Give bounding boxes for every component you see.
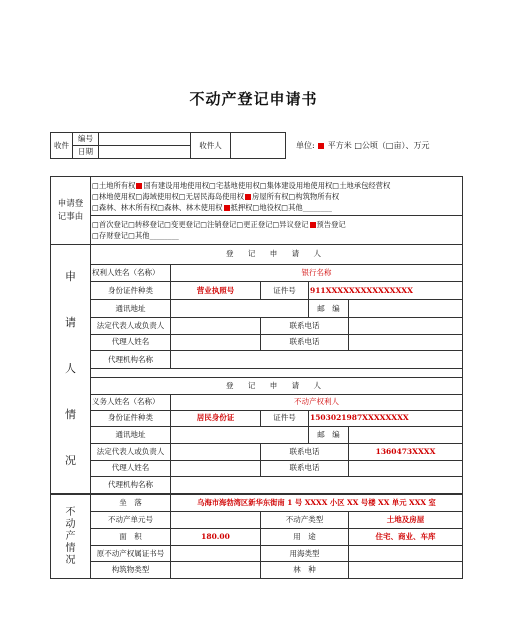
id-type-label: 身份证件种类 (91, 410, 171, 427)
agency-name-field[interactable] (171, 351, 463, 369)
forest-type-label: 林 种 (261, 562, 349, 579)
postcode-label: 邮 编 (309, 427, 349, 444)
postcode-field[interactable] (349, 300, 463, 318)
id-number-value[interactable]: 1503021987XXXXXXXX (309, 410, 463, 427)
phone-field[interactable] (349, 317, 463, 334)
registration-type-options[interactable] (91, 216, 463, 245)
legal-rep-label: 法定代表人或负责人 (91, 317, 171, 334)
usage-value[interactable]: 住宅、商业、车库 (349, 529, 463, 546)
checked-square-icon[interactable] (318, 143, 324, 149)
agent-phone-field[interactable] (349, 334, 463, 351)
option-line: □存财登记□其他________ (92, 231, 179, 240)
agent-name-field[interactable] (171, 334, 261, 351)
applicant-section-label: 申 请 人 情 况 (51, 245, 91, 494)
obligor-name-value[interactable]: 不动产权利人 (171, 394, 463, 410)
unit-option-hectare: □公顷（□亩）、万元 (354, 141, 430, 150)
phone-label: 联系电话 (261, 443, 349, 460)
legal-rep-field[interactable] (171, 317, 261, 334)
phone-label: 联系电话 (261, 317, 349, 334)
legal-rep-field[interactable] (171, 443, 261, 460)
receipt-left-label: 收件 (51, 133, 73, 159)
date-label: 日期 (73, 146, 99, 159)
structure-type-label: 构筑物类型 (91, 562, 171, 579)
address-field[interactable] (171, 427, 309, 444)
agent-name-label: 代理人姓名 (91, 460, 171, 477)
unit-option-sqm: 平方米 (327, 141, 352, 150)
id-number-label: 证件号 (261, 282, 309, 300)
receiver-field[interactable] (231, 133, 286, 159)
unit-number-label: 不动产单元号 (91, 512, 171, 529)
agent-phone-label: 联系电话 (261, 460, 349, 477)
registration-matter-label: 申请登记事由 (51, 177, 91, 245)
property-section-label: 不 动 产 情 况 (51, 495, 91, 579)
id-number-label: 证件号 (261, 410, 309, 427)
applicant2-heading: 登 记 申 请 人 (91, 378, 463, 395)
area-value[interactable]: 180.00 (171, 529, 261, 546)
option-line: □林地使用权□海域使用权□无居民海岛使用权 房屋所有权□构筑物所有权 (92, 191, 340, 201)
forest-type-field[interactable] (349, 562, 463, 579)
unit-selector (296, 140, 429, 151)
unit-label: 单位: (296, 141, 315, 150)
section-gap (91, 368, 463, 377)
id-type-value[interactable]: 营业执照号 (171, 282, 261, 300)
agent-name-label: 代理人姓名 (91, 334, 171, 351)
agency-name-field[interactable] (171, 477, 463, 494)
id-type-value[interactable]: 居民身份证 (171, 410, 261, 427)
id-type-label: 身份证件种类 (91, 282, 171, 300)
address-label: 通讯地址 (91, 427, 171, 444)
option-line: □土地所有权 国有建设用地使用权□宅基地使用权□集体建设用地使用权□土地承包经营权 (92, 180, 391, 190)
checked-square-icon[interactable] (224, 205, 230, 211)
page-title: 不动产登记申请书 (189, 90, 318, 108)
registration-matter-table (50, 176, 463, 245)
checked-square-icon[interactable] (310, 222, 316, 228)
agent-name-field[interactable] (171, 460, 261, 477)
agent-phone-field[interactable] (349, 460, 463, 477)
agent-phone-label: 联系电话 (261, 334, 349, 351)
property-type-label: 不动产类型 (261, 512, 349, 529)
option-line: □首次登记□转移登记□变更登记□注销登记□更正登记□异议登记 预告登记 (92, 220, 346, 229)
unit-number-field[interactable] (171, 512, 261, 529)
usage-label: 用 途 (261, 529, 349, 546)
postcode-field[interactable] (349, 427, 463, 444)
id-number-value[interactable]: 911XXXXXXXXXXXXXXX (309, 282, 463, 300)
number-field[interactable] (99, 133, 191, 146)
receipt-table (50, 132, 286, 159)
original-cert-field[interactable] (171, 546, 261, 562)
obligor-name-label: 义务人姓名（名称） (91, 394, 171, 410)
receiver-label: 收件人 (191, 133, 231, 159)
legal-rep-label: 法定代表人或负责人 (91, 443, 171, 460)
applicant1-heading: 登 记 申 请 人 (91, 245, 463, 265)
address-field[interactable] (171, 300, 309, 318)
right-holder-name-label: 权利人姓名（名称） (91, 264, 171, 282)
structure-type-field[interactable] (171, 562, 261, 579)
agency-name-label: 代理机构名称 (91, 477, 171, 494)
postcode-label: 邮 编 (309, 300, 349, 318)
location-value[interactable]: 乌海市海勃湾区新华东街南 1 号 XXXX 小区 XX 号楼 XX 单元 XXX 室 (171, 495, 463, 512)
sea-usage-label: 用海类型 (261, 546, 349, 562)
sea-usage-field[interactable] (349, 546, 463, 562)
address-label: 通讯地址 (91, 300, 171, 318)
property-type-value[interactable]: 土地及房屋 (349, 512, 463, 529)
applicant-table (50, 244, 463, 494)
option-line: □森林、林木所有权□森林、林木使用权 抵押权□地役权□其他________ (92, 202, 332, 212)
property-table (50, 494, 463, 579)
phone-value[interactable]: 1360473XXXX (349, 443, 463, 460)
date-field[interactable] (99, 146, 191, 159)
agency-name-label: 代理机构名称 (91, 351, 171, 369)
location-label: 坐 落 (91, 495, 171, 512)
number-label: 编号 (73, 133, 99, 146)
area-label: 面 积 (91, 529, 171, 546)
right-type-options[interactable] (91, 177, 463, 216)
right-holder-name-value[interactable]: 银行名称 (171, 264, 463, 282)
original-cert-label: 原不动产权属证书号 (91, 546, 171, 562)
checked-square-icon[interactable] (136, 183, 142, 189)
checked-square-icon[interactable] (245, 194, 251, 200)
